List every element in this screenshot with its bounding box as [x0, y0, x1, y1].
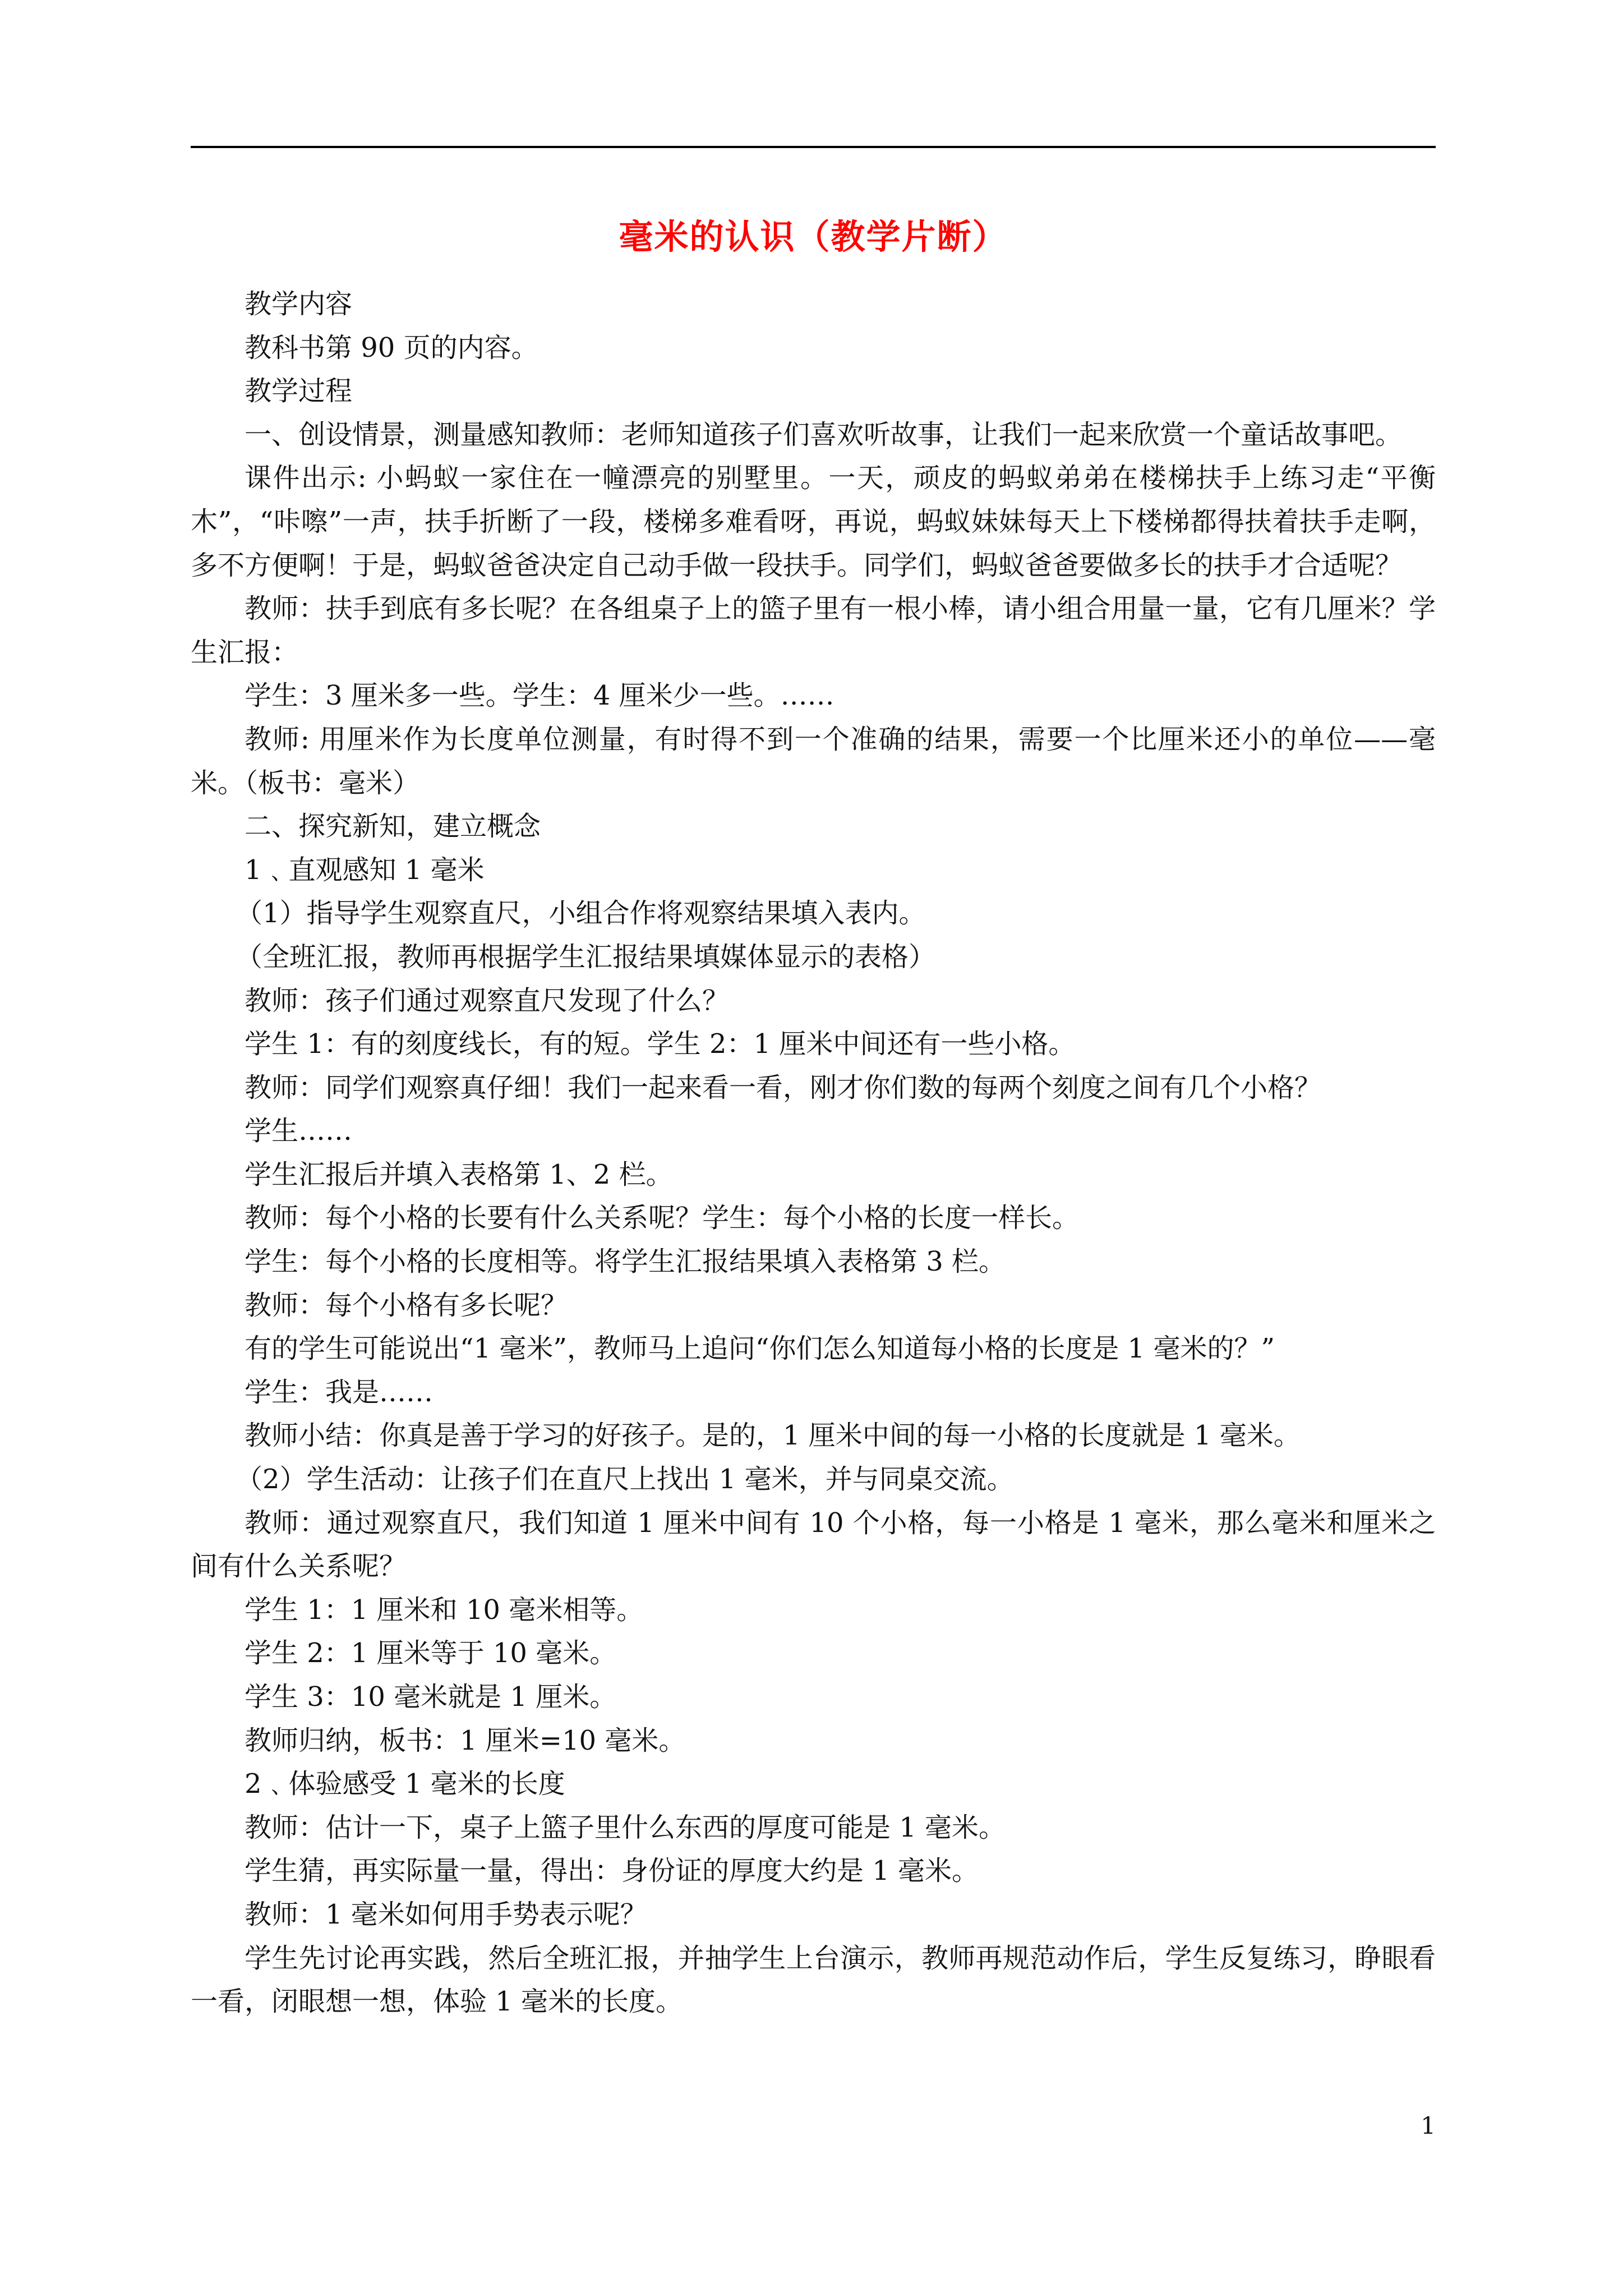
paragraph: 教师：孩子们通过观察直尺发现了什么？: [245, 984, 730, 1016]
paragraph: 教师小结：你真是善于学习的好孩子。是的，1 厘米中间的每一小格的长度就是 1 毫米。: [245, 1420, 1301, 1452]
paragraph: 教师：每个小格有多长呢？: [245, 1289, 568, 1321]
paragraph: 学生猜，再实际量一量，得出：身份证的厚度大约是 1 毫米。: [245, 1855, 979, 1887]
paragraph: 一、创设情景，测量感知教师：老师知道孩子们喜欢听故事，让我们一起来欣赏一个童话故事吧。: [245, 418, 1403, 450]
paragraph: 教师：每个小格的长要有什么关系呢？学生：每个小格的长度一样长。: [245, 1202, 1080, 1234]
paragraph: 学生 3：10 毫米就是 1 厘米。: [245, 1681, 617, 1713]
paragraph: 学生 1：有的刻度线长，有的短。学生 2：1 厘米中间还有一些小格。: [245, 1028, 1076, 1060]
paragraph: 学生 1：1 厘米和 10 毫米相等。: [245, 1594, 644, 1626]
paragraph: 教师归纳，板书：1 厘米=10 毫米。: [245, 1724, 686, 1756]
paragraph: 课件出示: 小蚂蚁一家住在一幢漂亮的别墅里。一天，顽皮的蚂蚁弟弟在楼梯扶手上练习走“平衡木”，“咔嚓”一声，扶手折断了一段，楼梯多难看呀，再说，蚂蚁妹妹每天上下楼梯都得扶着扶手走啊，多不方便啊！于是，蚂蚁爸爸决定自己动手做一段扶手。同学们，蚂蚁爸爸要做多长的扶手才合适呢？: [191, 462, 1436, 581]
paragraph: 教师：同学们观察真仔细！我们一起来看一看，刚才你们数的每两个刻度之间有几个小格？: [245, 1071, 1322, 1103]
paragraph: 学生 2：1 厘米等于 10 毫米。: [245, 1637, 617, 1669]
paragraph: 教师: 用厘米作为长度单位测量，有时得不到一个准确的结果，需要一个比厘米还小的单位——毫米。（板书：毫米）: [191, 723, 1436, 799]
paragraph: （全班汇报，教师再根据学生汇报结果填媒体显示的表格）: [236, 941, 936, 973]
paragraph: 教师：通过观察直尺，我们知道 1 厘米中间有 10 个小格，每一小格是 1 毫米，那么毫米和厘米之间有什么关系呢？: [191, 1507, 1436, 1582]
paragraph: 教学内容: [245, 288, 353, 320]
paragraph: 教学过程: [245, 375, 353, 407]
paragraph: 学生：3 厘米多一些。学生：4 厘米少一些。……: [245, 680, 834, 712]
paragraph: 教师：估计一下，桌子上篮子里什么东西的厚度可能是 1 毫米。: [245, 1811, 1006, 1843]
paragraph: 学生……: [245, 1115, 353, 1147]
paragraph: 1﹑直观感知 1 毫米: [245, 854, 485, 886]
page-number: 1: [1421, 2112, 1436, 2139]
paragraph: 教科书第 90 页的内容。: [245, 332, 538, 364]
paragraph: 教师：扶手到底有多长呢？在各组桌子上的篮子里有一根小棒，请小组合用量一量，它有几厘米？学生汇报：: [191, 593, 1436, 668]
document-body: [191, 283, 1436, 2024]
paragraph: 二、探究新知，建立概念: [245, 811, 541, 843]
header-rule: [191, 146, 1436, 148]
paragraph: （1）指导学生观察直尺，小组合作将观察结果填入表内。: [236, 898, 926, 930]
paragraph: 学生先讨论再实践，然后全班汇报，并抽学生上台演示，教师再规范动作后，学生反复练习，睁眼看一看，闭眼想一想，体验 1 毫米的长度。: [191, 1942, 1436, 2018]
paragraph: （2）学生活动：让孩子们在直尺上找出 1 毫米，并与同桌交流。: [236, 1464, 1014, 1496]
document-title: 毫米的认识（教学片断）: [619, 217, 1008, 257]
paragraph: 有的学生可能说出“1 毫米”，教师马上追问“你们怎么知道每小格的长度是 1 毫米的？”: [245, 1333, 1275, 1365]
paragraph: 学生：我是……: [245, 1376, 434, 1408]
paragraph: 2﹑体验感受 1 毫米的长度: [245, 1768, 565, 1800]
paragraph: 学生：每个小格的长度相等。将学生汇报结果填入表格第 3 栏。: [245, 1246, 1006, 1278]
paragraph: 学生汇报后并填入表格第 1、2 栏。: [245, 1158, 673, 1190]
paragraph: 教师：1 毫米如何用手势表示呢？: [245, 1898, 647, 1930]
